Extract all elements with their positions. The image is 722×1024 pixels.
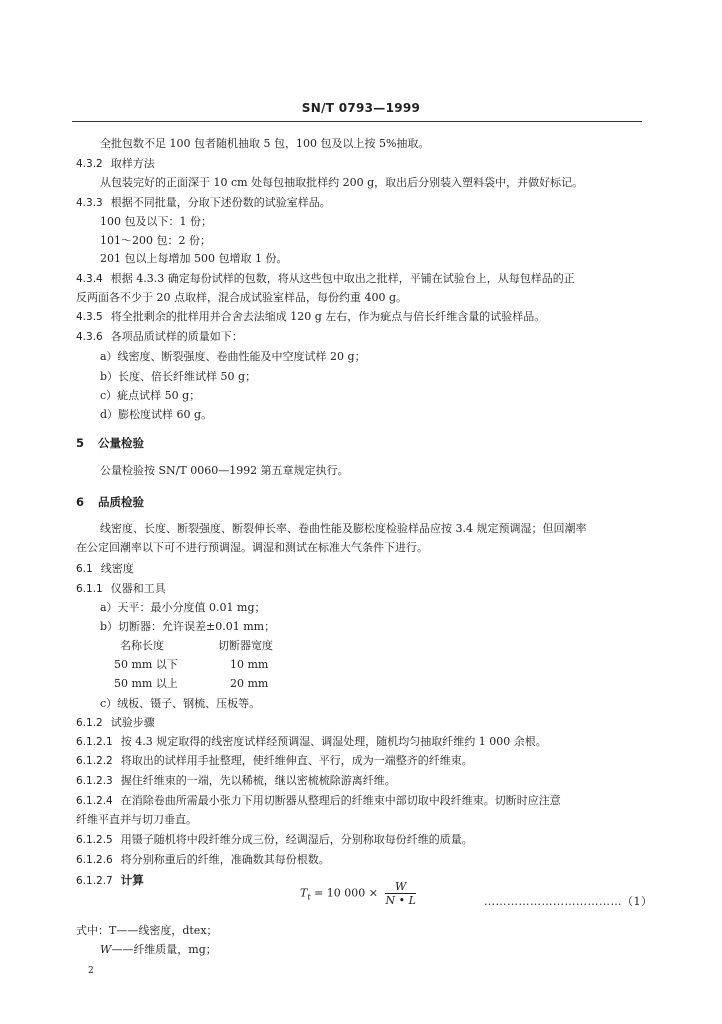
section-paragraph <box>76 196 331 210</box>
list-item: d）膨松度试样 60 g。 <box>100 408 213 421</box>
section-text: 根据不同批量，分取下述份数的试验室样品。 <box>110 196 331 209</box>
variable-symbol: 式中：T <box>76 924 117 937</box>
text-line: 101～200 包：2 份； <box>100 234 211 247</box>
list-item: b）切断器：允许误差±0.01 mm； <box>100 620 276 633</box>
section-paragraph <box>76 272 575 286</box>
section-text: 按 4.3 规定取得的线密度试样经预调湿、调湿处理，随机均匀抽取纤维约 1 000 余根。 <box>120 735 547 748</box>
variable-definition <box>100 943 217 957</box>
fraction-denominator: N • L <box>385 894 416 907</box>
text-line: 100 包及以下：1 份； <box>100 215 212 228</box>
variable-description: ——纤维质量，mg； <box>111 943 217 956</box>
section-text: 在消除卷曲所需最小张力下用切断器从整理后的纤维束中部切取中段纤维束。切断时应注意 <box>120 794 561 807</box>
chapter-title: 公量检验 <box>98 436 145 450</box>
chapter-heading <box>76 436 144 450</box>
variable-definition <box>76 924 218 938</box>
text-line: 在公定回潮率以下可不进行预调湿。调湿和测试在标准大气条件下进行。 <box>76 541 428 554</box>
section-number: 4.3.6 <box>76 331 103 343</box>
table-cell: 20 mm <box>230 677 269 690</box>
section-paragraph <box>76 330 243 344</box>
section-number: 6.1.2.2 <box>76 755 113 767</box>
section-paragraph <box>76 853 330 867</box>
fraction-numerator: W <box>385 880 415 894</box>
variable-symbol: W <box>100 943 112 956</box>
list-item: c）绒板、镊子、钢梳、压板等。 <box>100 697 261 710</box>
equation-1 <box>300 880 416 907</box>
section-paragraph <box>76 833 473 847</box>
section-number: 6.1.2 <box>76 717 103 729</box>
section-heading <box>76 157 155 171</box>
chapter-title: 品质检验 <box>98 495 145 509</box>
section-number: 6.1.2.4 <box>76 795 113 807</box>
text-line: 公量检验按 SN/T 0060—1992 第五章规定执行。 <box>100 464 349 477</box>
section-number: 6.1.2.7 <box>76 875 113 887</box>
list-item: a）线密度、断裂强度、卷曲性能及中空度试样 20 g； <box>100 350 366 363</box>
section-number: 6.1.2.5 <box>76 834 113 846</box>
section-number: 4.3.2 <box>76 158 103 170</box>
section-title: 计算 <box>120 873 144 887</box>
text-line: 线密度、长度、断裂强度、断裂伸长率、卷曲性能及膨松度检验样品应按 3.4 规定预调湿；但回潮率 <box>100 522 587 535</box>
chapter-heading <box>76 495 144 509</box>
page-number: 2 <box>88 966 94 976</box>
section-paragraph <box>76 774 396 788</box>
section-number: 4.3.3 <box>76 197 103 209</box>
text-line: 201 包以上每增加 500 包增取 1 份。 <box>100 252 288 265</box>
section-heading <box>76 873 144 888</box>
table-cell: 10 mm <box>230 658 269 671</box>
equation-lhs-subscript: t <box>307 892 311 902</box>
equation-number: ………………………………（1） <box>484 895 653 908</box>
header-rule <box>72 121 642 122</box>
section-paragraph <box>76 735 547 749</box>
section-number: 6.1.2.3 <box>76 775 113 787</box>
section-number: 6.1.2.6 <box>76 854 113 866</box>
list-item: c）疵点试样 50 g； <box>100 389 201 402</box>
list-item: a）天平：最小分度值 0.01 mg； <box>100 601 266 614</box>
section-paragraph <box>76 310 545 324</box>
list-item: b）长度、倍长纤维试样 50 g； <box>100 370 257 383</box>
section-heading <box>76 562 134 576</box>
chapter-number: 6 <box>76 495 85 509</box>
section-title: 线密度 <box>100 562 134 575</box>
section-paragraph <box>76 754 473 768</box>
section-paragraph <box>76 794 561 808</box>
section-number: 4.3.5 <box>76 311 103 323</box>
section-text: 握住纤维束的一端，先以稀梳，继以密梳梳除游离纤维。 <box>120 774 396 787</box>
section-title: 取样方法 <box>110 157 155 170</box>
text-line: 纤维平直并与切刀垂直。 <box>76 813 197 826</box>
table-cell: 50 mm 以下 <box>114 658 178 671</box>
chapter-number: 5 <box>76 436 85 450</box>
equation-lhs: T <box>300 886 308 900</box>
section-text: 将分别称重后的纤维，准确数其每份根数。 <box>120 853 330 866</box>
section-number: 6.1 <box>76 563 93 575</box>
section-number: 4.3.4 <box>76 273 103 285</box>
text-line: 全批包数不足 100 包者随机抽取 5 包，100 包及以上按 5%抽取。 <box>100 137 430 150</box>
page-header: SN/T 0793—1999 <box>301 101 421 115</box>
section-text: 根据 4.3.3 确定每份试样的包数，将从这些包中取出之批样，平铺在试验台上，从每包样品的正 <box>110 272 575 285</box>
section-heading <box>76 582 166 596</box>
section-number: 6.1.2.1 <box>76 736 113 748</box>
section-text: 各项品质试样的质量如下： <box>110 330 243 343</box>
section-heading <box>76 716 155 730</box>
section-text: 用镊子随机将中段纤维分成三份，经调湿后，分别称取每份纤维的质量。 <box>120 833 473 846</box>
section-number: 6.1.1 <box>76 583 103 595</box>
section-title: 仪器和工具 <box>110 582 166 595</box>
equation-operator: = 10 000 × <box>314 886 378 900</box>
section-text: 将取出的试样用手扯整理，使纤维伸直、平行，成为一端整齐的纤维束。 <box>120 754 473 767</box>
table-cell: 50 mm 以上 <box>114 677 178 690</box>
variable-description: ——线密度，dtex； <box>116 924 218 937</box>
section-title: 试验步骤 <box>110 716 155 729</box>
table-header-cell: 名称长度 <box>120 639 164 652</box>
section-text: 将全批剩余的批样用并合舍去法缩成 120 g 左右，作为疵点与倍长纤维含量的试验样品。 <box>110 310 546 323</box>
text-line: 反两面各不少于 20 点取样，混合成试验室样品，每份约重 400 g。 <box>76 291 408 304</box>
equation-fraction <box>385 880 415 907</box>
text-line: 从包装完好的正面深于 10 cm 处每包抽取批样约 200 g，取出后分别装入塑料袋中，并做好标记。 <box>100 176 584 189</box>
table-header-cell: 切断器宽度 <box>218 639 273 652</box>
